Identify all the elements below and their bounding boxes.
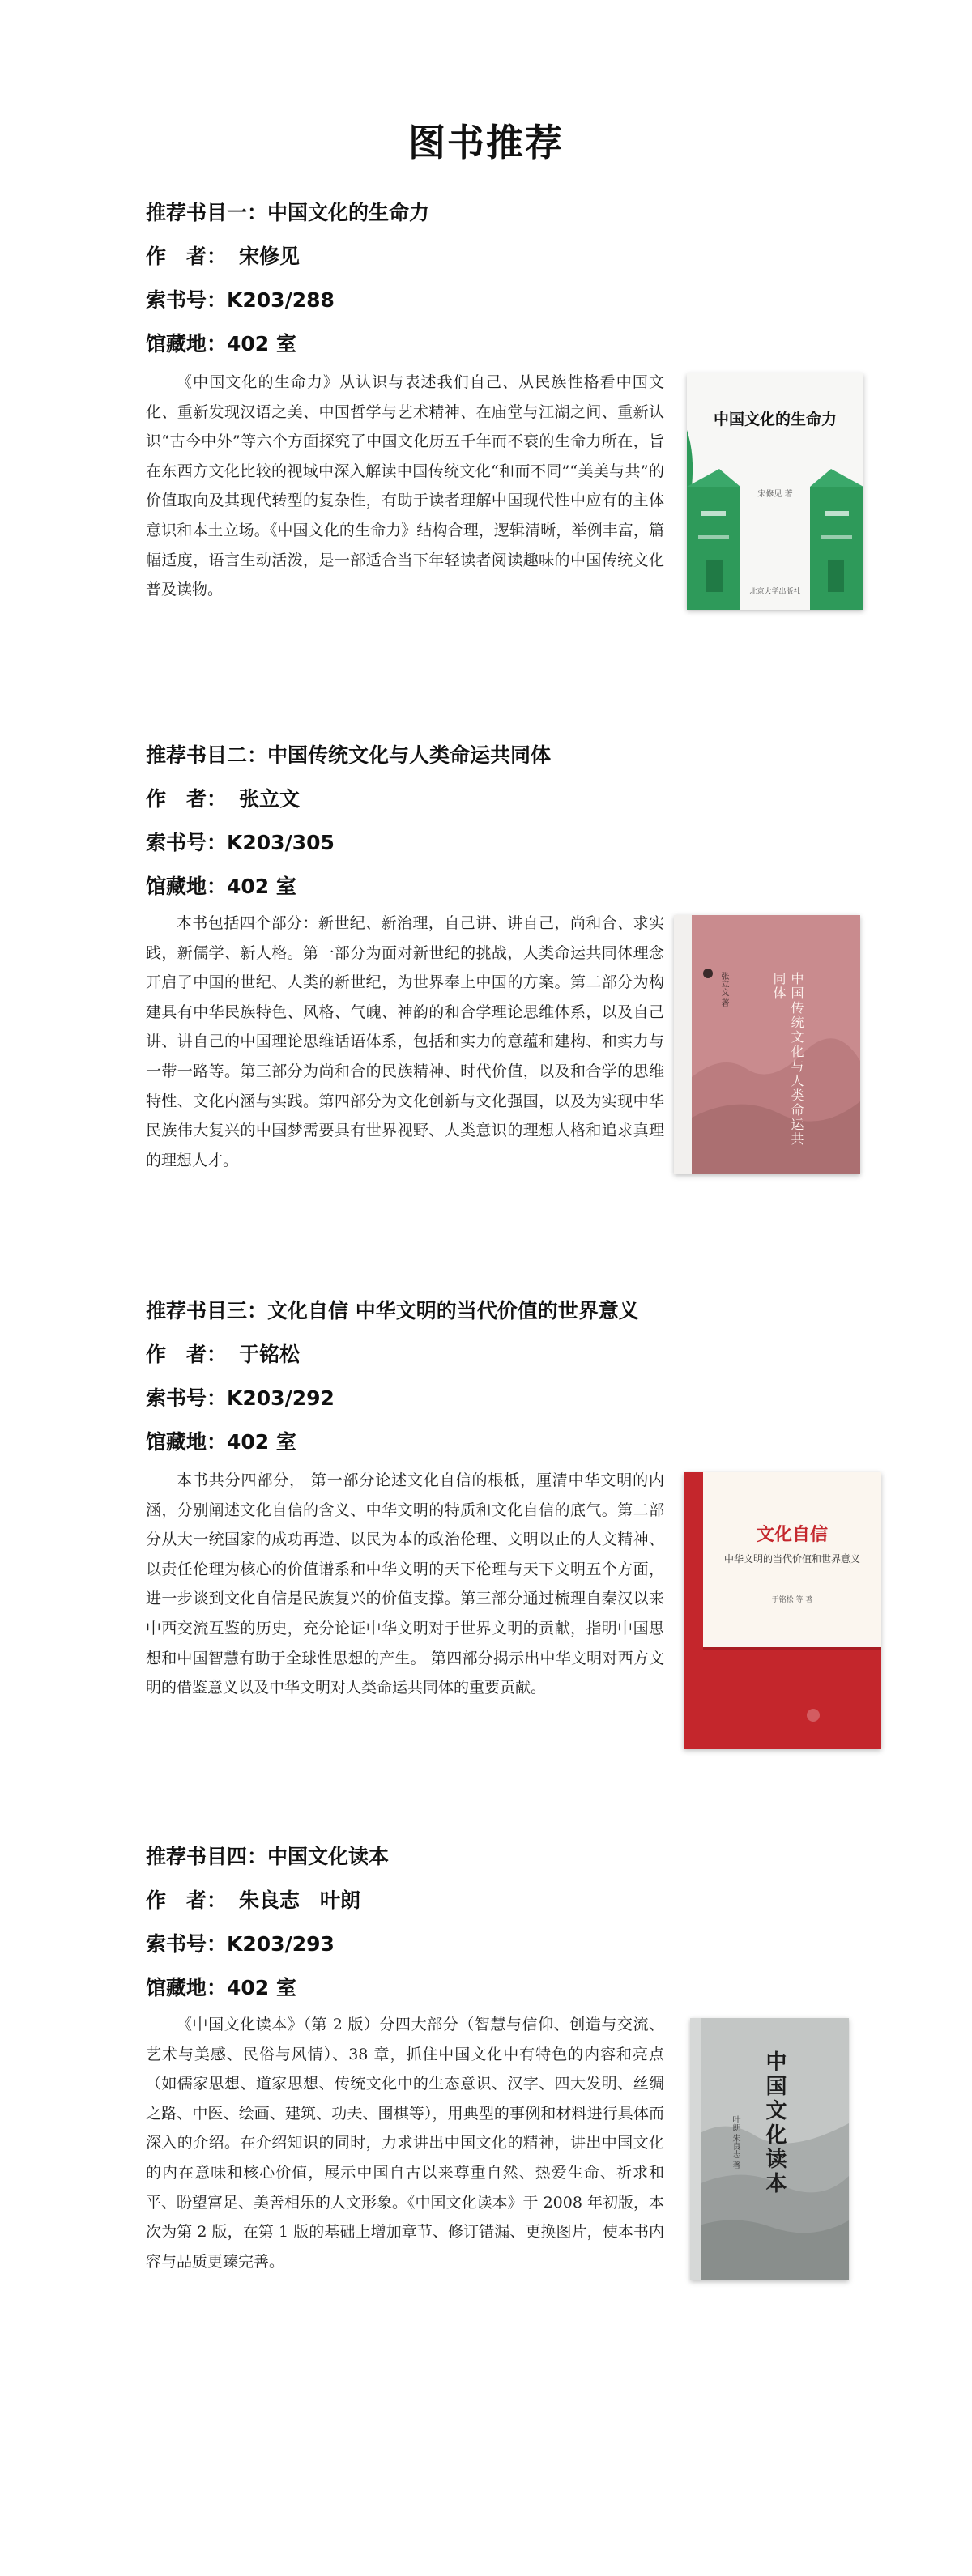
- book-entry-1: [146, 191, 859, 599]
- cover-title: 中国传统文化与人类命运共同体: [771, 972, 804, 1147]
- book-author: 张立文: [239, 787, 301, 811]
- cover-author: 张立文 著: [719, 972, 728, 1007]
- book-location: 402 室: [227, 1430, 296, 1454]
- book-entry-2: [146, 734, 859, 1169]
- cover-title: 文化自信: [756, 1524, 828, 1545]
- cover-title: 中国文化读本: [762, 2050, 787, 2196]
- location-label: 馆藏地：: [146, 875, 228, 898]
- book-description: 《中国文化的生命力》从认识与表述我们自己、从民族性格看中国文化、重新发现汉语之美、中国哲学与艺术精神、在庙堂与江湖之间、重新认识“古今中外”等六个方面探究了中国文化历五千年而不衰的生命力所在，旨在东西方文化比较的视域中深入解读中国传统文化“和而不同”“美美与共”的价值取向及其现代转型的复杂性，有助于读者理解中国现代性中应有的主体意识和本土立场。《中国文化的生命力》结构合理，逻辑清晰，举例丰富，篇幅适度，语言生动活泼，是一部适合当下年轻读者阅读趣味的中国传统文化普及读物。: [146, 373, 664, 599]
- book-call-number-row: [146, 1922, 859, 1966]
- book-heading: 推荐书目四：中国文化读本: [146, 1845, 390, 1868]
- book-author-row: [146, 1879, 859, 1922]
- book-location-row: [146, 1420, 859, 1464]
- book-author-row: [146, 1333, 859, 1377]
- book-call-number-row: [146, 1377, 859, 1420]
- book-call-number: K203/292: [227, 1386, 335, 1410]
- book-call-number: K203/288: [227, 288, 335, 312]
- book-location: 402 室: [227, 1976, 296, 1999]
- book-heading: 推荐书目一：中国文化的生命力: [146, 201, 430, 224]
- location-label: 馆藏地：: [146, 1976, 228, 1999]
- book-author: 宋修见: [239, 245, 301, 268]
- book-location-row: [146, 322, 859, 366]
- author-label: 作 者：: [146, 1888, 228, 1912]
- location-label: 馆藏地：: [146, 332, 228, 356]
- call-number-label: 索书号：: [146, 831, 228, 854]
- book-cover-3: [684, 1472, 881, 1749]
- book-description: 本书包括四个部分：新世纪、新治理，自己讲、讲自己，尚和合、求实践，新儒学、新人格。第一部分为面对新世纪的挑战，人类命运共同体理念开启了中国的世纪、人类的新世纪，为世界奉上中国的方案。第二部分为构建具有中华民族特色、风格、气魄、神韵的和合学理论思维体系，以及自己讲、讲自己的中国理论思维话语体系，包括和实力的意蕴和建构、和实力与一带一路等。第三部分为尚和合的民族精神、时代价值，以及和合学的思维特性、文化内涵与实践。第四部分为文化创新与文化强国，以及为实现中华民族伟大复兴的中国梦需要具有世界视野、人类意识的理想人格和追求真理的理想人才。: [146, 914, 664, 1169]
- book-entry-3: [146, 1289, 860, 1697]
- book-description: 《中国文化读本》（第 2 版）分四大部分（智慧与信仰、创造与交流、艺术与美感、民俗与风情）、38 章，抓住中国文化中有特色的内容和亮点（如儒家思想、道家思想、传统文化中的生态意识、汉字、四大发明、丝绸之路、中医、绘画、建筑、功夫、围棋等），用典型的事例和材料进行具体而深入的介绍。在介绍知识的同时，力求讲出中国文化的精神，讲出中国文化的内在意味和核心价值，展示中国自古以来尊重自然、热爱生命、祈求和平、盼望富足、美善相乐的人文形象。《中国文化读本》于 2008 年初版，本次为第 2 版，在第 1 版的基础上增加章节、修订错漏、更换图片，使本书内容与品质更臻完善。: [146, 2016, 664, 2271]
- author-label: 作 者：: [146, 787, 228, 811]
- book-location: 402 室: [227, 875, 296, 898]
- call-number-label: 索书号：: [146, 1932, 228, 1956]
- book-entry-4: [146, 1835, 859, 2271]
- book-author: 朱良志 叶朗: [239, 1888, 361, 1912]
- cover-author: 叶朗 朱良志 著: [731, 2115, 740, 2169]
- book-call-number: K203/293: [227, 1932, 335, 1956]
- book-call-number-row: [146, 279, 859, 322]
- page-title: 图书推荐: [408, 121, 564, 164]
- book-heading: 推荐书目三：文化自信 中华文明的当代价值的世界意义: [146, 1299, 639, 1322]
- book-cover-1: [687, 373, 863, 610]
- location-label: 馆藏地：: [146, 1430, 228, 1454]
- call-number-label: 索书号：: [146, 1386, 228, 1410]
- book-call-number: K203/305: [227, 831, 335, 854]
- book-author-row: [146, 777, 859, 821]
- book-location: 402 室: [227, 332, 296, 356]
- book-author-row: [146, 235, 859, 279]
- cover-title: 中国文化的生命力: [713, 411, 837, 428]
- book-heading: 推荐书目二：中国传统文化与人类命运共同体: [146, 743, 552, 767]
- book-description: 本书共分四部分， 第一部分论述文化自信的根柢，厘清中华文明的内涵，分别阐述文化自信的含义、中华文明的特质和文化自信的底气。第二部分从大一统国家的成功再造、以民为本的政治伦理、文明以止的人文精神、以责任伦理为核心的价值谱系和中华文明的天下伦理与天下文明五个方面，进一步谈到文化自信是民族复兴的价值支撑。第三部分通过梳理自秦汉以来中西交流互鉴的历史，充分论证中华文明对于世界文明的贡献，指明中国思想和中国智慧有助于全球性思想的产生。 第四部分揭示出中华文明对西方文明的借鉴意义以及中华文明对人类命运共同体的重要贡献。: [146, 1471, 664, 1697]
- book-location-row: [146, 865, 859, 909]
- book-cover-2: [674, 915, 860, 1174]
- cover-publisher: 北京大学出版社: [749, 588, 801, 596]
- cover-author: 于铭松 等 著: [771, 1596, 813, 1604]
- author-label: 作 者：: [146, 245, 228, 268]
- book-call-number-row: [146, 821, 859, 865]
- cover-subtitle: 中华文明的当代价值和世界意义: [723, 1553, 860, 1565]
- book-author: 于铭松: [239, 1343, 301, 1366]
- book-cover-art: [684, 1472, 881, 1749]
- book-cover-art: [674, 915, 860, 1174]
- book-location-row: [146, 1966, 859, 2010]
- call-number-label: 索书号：: [146, 288, 228, 312]
- cover-author: 宋修见 著: [757, 490, 793, 499]
- author-label: 作 者：: [146, 1343, 228, 1366]
- book-cover-4: [690, 2018, 849, 2280]
